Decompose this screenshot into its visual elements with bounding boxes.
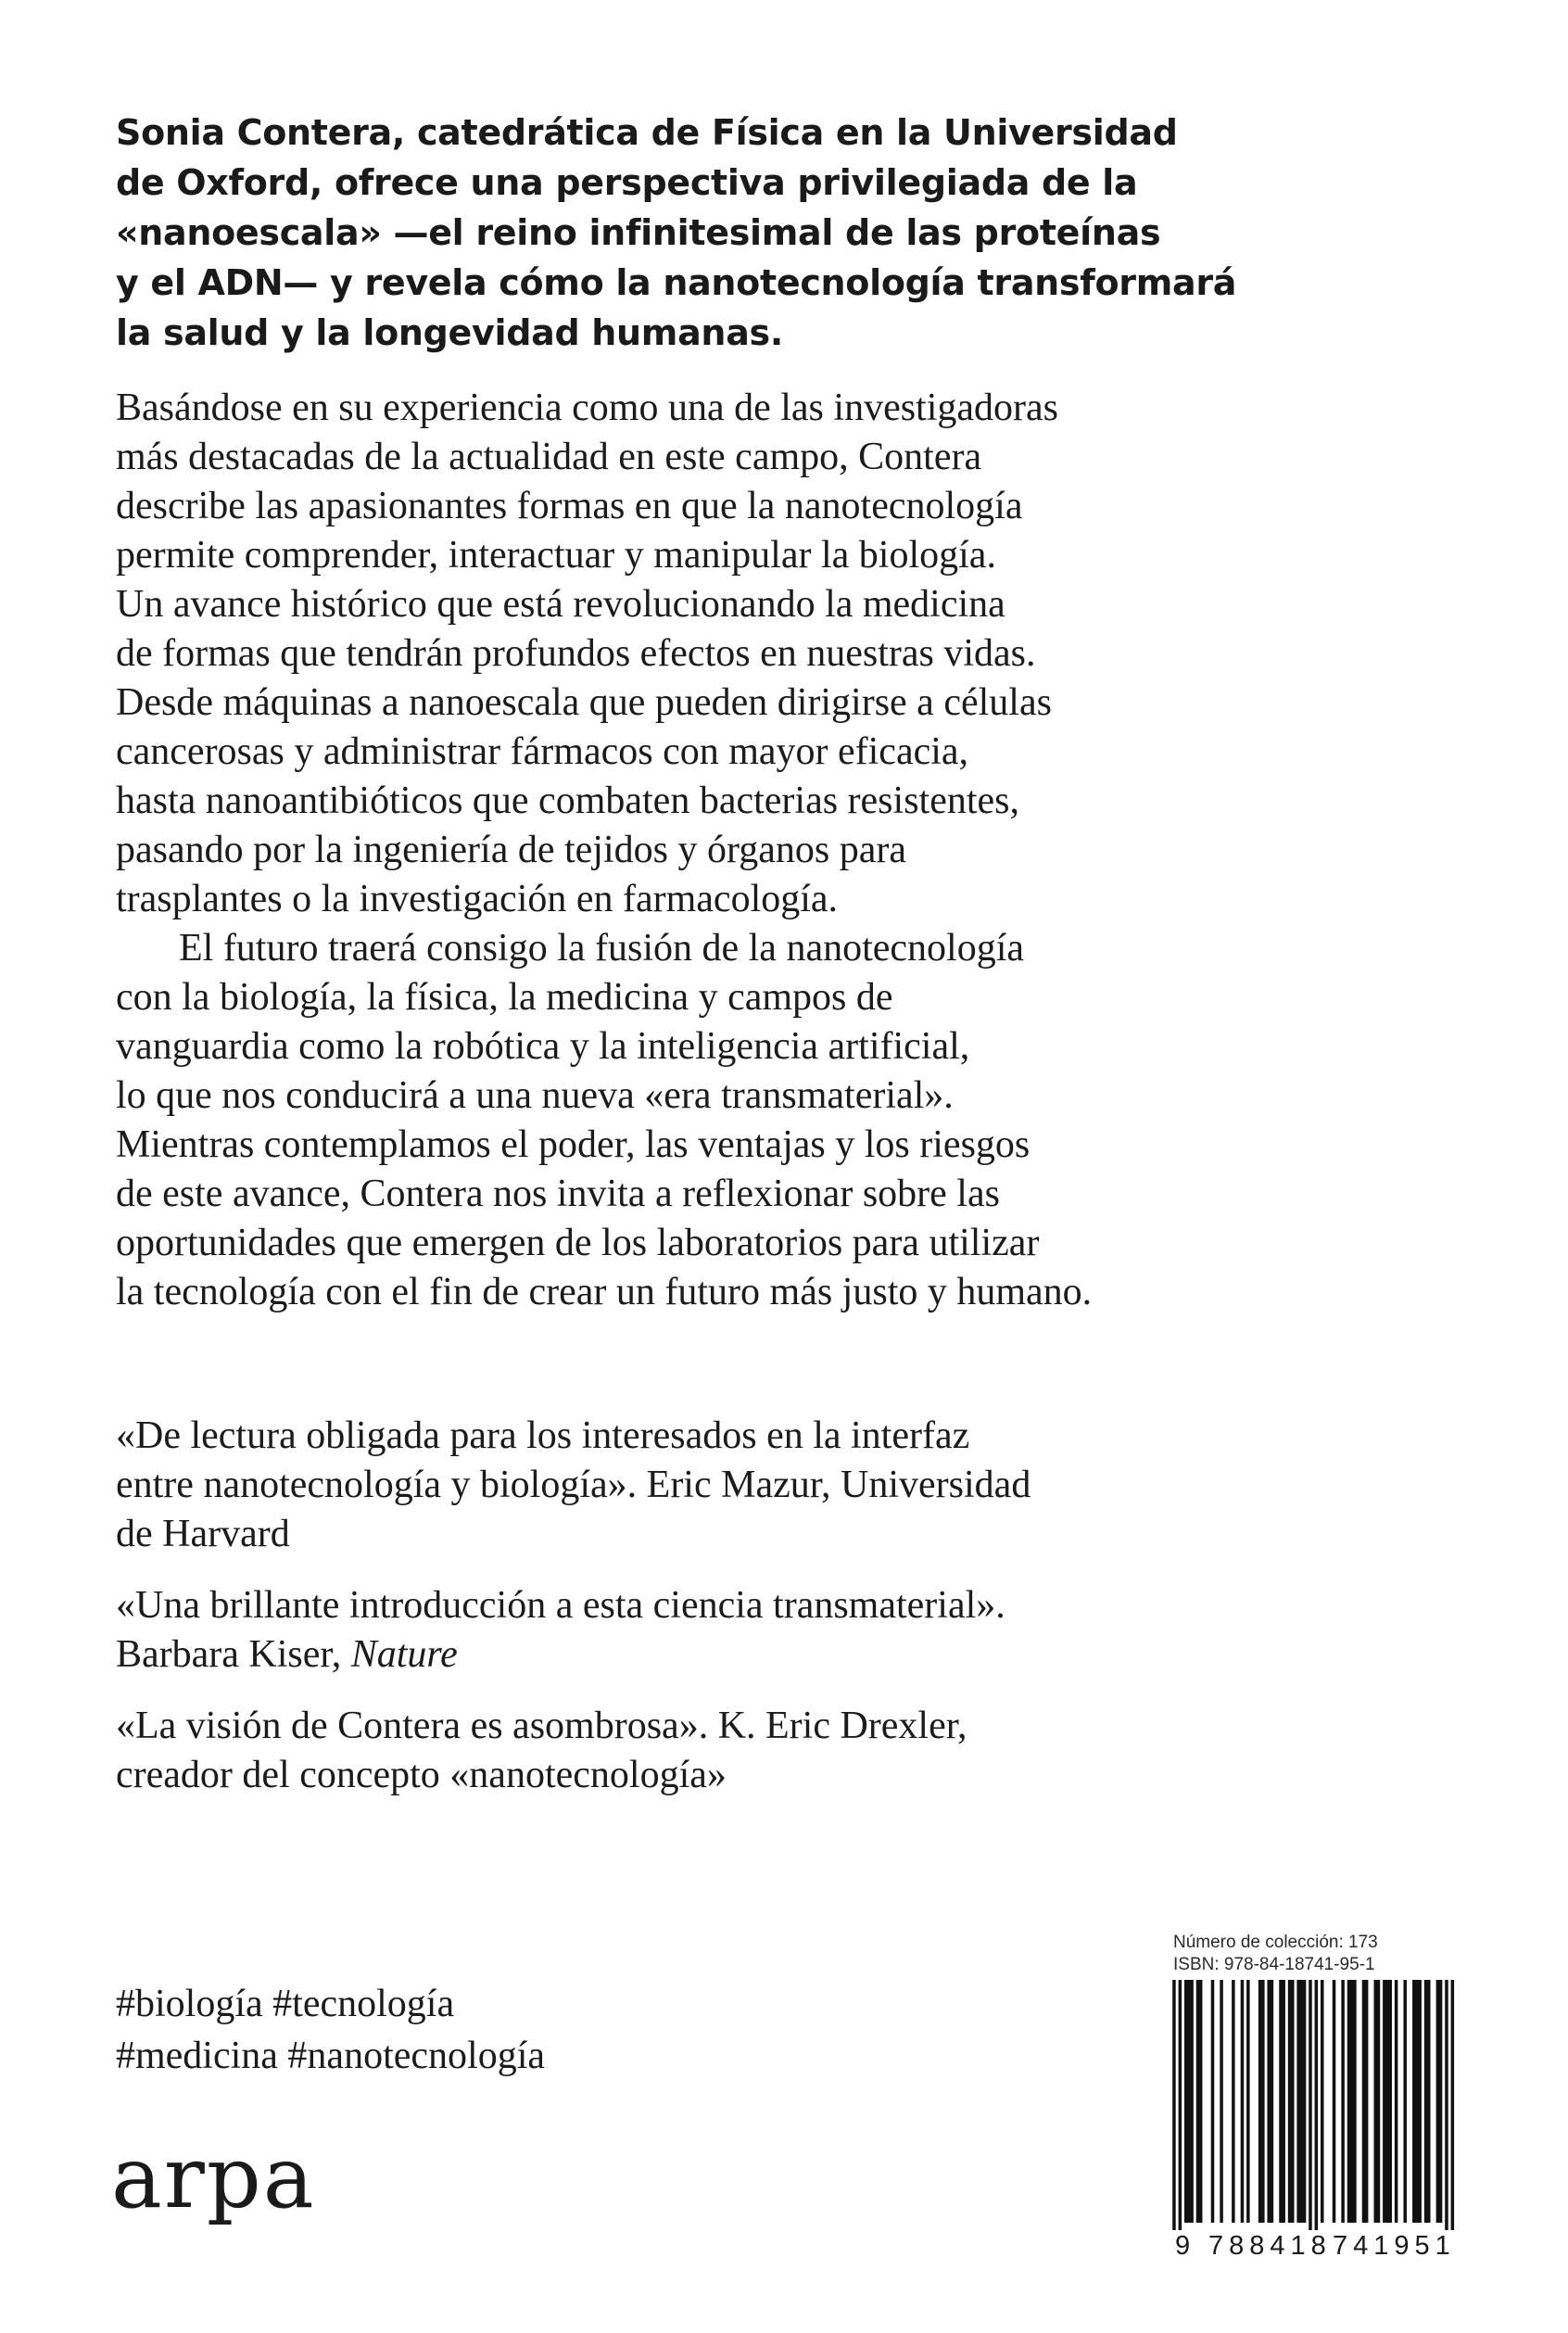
barcode-bar xyxy=(1353,1980,1357,2223)
barcode-bar xyxy=(1333,1980,1336,2223)
description-paragraph-2 xyxy=(116,924,1321,1317)
barcode-bar xyxy=(1220,1980,1223,2223)
text-line: pasando por la ingeniería de tejidos y órganos para xyxy=(116,829,906,871)
barcode-bar xyxy=(1383,1980,1386,2223)
lead-line: «nanoescala» —el reino infinitesimal de las proteínas xyxy=(116,212,1161,253)
review-quote-kiser xyxy=(116,1581,1321,1680)
barcode-bar xyxy=(1261,1980,1265,2223)
description-text xyxy=(116,384,1321,1317)
barcode-bars xyxy=(1170,1980,1457,2230)
barcode-bar xyxy=(1445,1980,1448,2230)
isbn-label: ISBN: 978-84-18741-95-1 xyxy=(1173,1955,1375,1974)
hashtag-line: #medicina #nanotecnología xyxy=(116,2035,546,2077)
lead-line: de Oxford, ofrece una perspectiva privilegiada de la xyxy=(116,162,1138,203)
barcode-bar xyxy=(1303,1980,1307,2223)
barcode-bar xyxy=(1291,1980,1295,2223)
barcode-bar xyxy=(1436,1980,1440,2223)
barcode-bar xyxy=(1211,1980,1215,2223)
review-quotes xyxy=(116,1412,1321,1822)
text-line: hasta nanoantibióticos que combaten bacterias resistentes, xyxy=(116,780,1020,822)
text-line: más destacadas de la actualidad en este campo, Contera xyxy=(116,436,982,478)
barcode-bar xyxy=(1415,1980,1419,2223)
lead-paragraph xyxy=(116,108,1237,358)
barcode-bar xyxy=(1374,1980,1378,2223)
barcode-bar xyxy=(1279,1980,1283,2223)
barcode-bar xyxy=(1271,1980,1274,2223)
barcode-bar xyxy=(1385,1980,1389,2223)
barcode-bar xyxy=(1451,1980,1455,2230)
quote-attribution xyxy=(116,1630,1321,1680)
hashtags xyxy=(116,1978,545,2082)
barcode-bar xyxy=(1246,1980,1250,2223)
barcode-bar xyxy=(1179,1980,1182,2230)
quote-line: de Harvard xyxy=(116,1513,290,1555)
barcode-bar xyxy=(1267,1980,1271,2223)
barcode-bar xyxy=(1377,1980,1381,2223)
barcode-bar xyxy=(1232,1980,1235,2223)
barcode-bar xyxy=(1341,1980,1345,2223)
text-line: El futuro traerá consigo la fusión de la nanotecnología xyxy=(179,927,1025,970)
text-line: Basándose en su experiencia como una de las investigadoras xyxy=(116,387,1059,429)
barcode-bar xyxy=(1258,1980,1262,2223)
barcode-bar xyxy=(1403,1980,1407,2223)
barcode-bar xyxy=(1187,1980,1191,2223)
lead-line: Sonia Contera, catedrática de Física en la Universidad xyxy=(116,112,1178,153)
barcode-bar xyxy=(1190,1980,1194,2223)
text-line: permite comprender, interactuar y manipular la biología. xyxy=(116,534,996,577)
barcode-bar xyxy=(1321,1980,1324,2223)
barcode-bar xyxy=(1395,1980,1398,2223)
quote-line: «De lectura obligada para los interesados en la interfaz xyxy=(116,1414,970,1457)
review-quote-mazur xyxy=(116,1412,1321,1559)
barcode-bar xyxy=(1241,1980,1245,2223)
barcode-bar xyxy=(1439,1980,1443,2223)
text-line: Un avance histórico que está revolucionando la medicina xyxy=(116,583,1005,626)
description-paragraph-1 xyxy=(116,384,1321,924)
quote-line: «La visión de Contera es asombrosa». K. Eric Drexler, xyxy=(116,1705,967,1747)
barcode-bar xyxy=(1288,1980,1292,2223)
barcode-bar xyxy=(1424,1980,1428,2223)
barcode-bar xyxy=(1427,1980,1431,2223)
lead-line: y el ADN— y revela cómo la nanotecnología transformará xyxy=(116,262,1237,303)
barcode-digits-right: 741951 xyxy=(1333,2231,1456,2261)
barcode-bar xyxy=(1347,1980,1351,2223)
barcode-bar xyxy=(1184,1980,1188,2223)
text-line: trasplantes o la investigación en farmacología. xyxy=(116,878,839,920)
quote-author: Barbara Kiser, xyxy=(116,1633,351,1676)
quote-line: creador del concepto «nanotecnología» xyxy=(116,1754,727,1796)
publisher-logo: arpa xyxy=(111,2128,316,2227)
barcode-bar xyxy=(1296,1980,1300,2223)
barcode-bar xyxy=(1350,1980,1354,2223)
lead-line: la salud y la longevidad humanas. xyxy=(116,312,783,353)
barcode-digits-left: 788418 xyxy=(1208,2231,1332,2261)
collection-number: Número de colección: 173 xyxy=(1173,1933,1378,1952)
text-line: de este avance, Contera nos invita a reflexionar sobre las xyxy=(116,1173,1000,1215)
text-line: Desde máquinas a nanoescala que pueden dirigirse a células xyxy=(116,681,1052,724)
text-line: con la biología, la física, la medicina y campos de xyxy=(116,976,893,1019)
text-line: lo que nos conducirá a una nueva «era transmaterial». xyxy=(116,1074,954,1117)
barcode-bar xyxy=(1315,1980,1319,2230)
barcode-bar xyxy=(1365,1980,1369,2223)
barcode-bar xyxy=(1300,1980,1304,2223)
barcode-bar xyxy=(1199,1980,1203,2223)
review-quote-drexler xyxy=(116,1702,1321,1800)
barcode-bar xyxy=(1412,1980,1416,2223)
barcode-bar xyxy=(1309,1980,1312,2230)
text-line: vanguardia como la robótica y la inteligencia artificial, xyxy=(116,1025,970,1068)
hashtag-line: #biología #tecnología xyxy=(116,1983,455,2025)
barcode-bar xyxy=(1388,1980,1392,2223)
text-line: oportunidades que emergen de los laboratorios para utilizar xyxy=(116,1222,1040,1264)
text-line: Mientras contemplamos el poder, las ventajas y los riesgos xyxy=(116,1123,1031,1166)
barcode-block xyxy=(1170,1926,1457,2273)
barcode-bar xyxy=(1418,1980,1422,2223)
text-line: describe las apasionantes formas en que la nanotecnología xyxy=(116,485,1023,527)
quote-line: entre nanotecnología y biología». Eric Mazur, Universidad xyxy=(116,1464,1031,1506)
barcode-bar xyxy=(1196,1980,1200,2223)
quote-line: «Una brillante introducción a esta ciencia transmaterial». xyxy=(116,1584,1005,1627)
text-line: de formas que tendrán profundos efectos en nuestras vidas. xyxy=(116,632,1036,675)
text-line: cancerosas y administrar fármacos con mayor eficacia, xyxy=(116,730,969,773)
barcode-bar xyxy=(1172,1980,1176,2230)
barcode-digit-first: 9 xyxy=(1175,2231,1191,2261)
quote-source: Nature xyxy=(350,1633,458,1676)
barcode-meta xyxy=(1173,1932,1378,1976)
barcode-bar xyxy=(1282,1980,1285,2223)
text-line: la tecnología con el fin de crear un futuro más justo y humano. xyxy=(116,1271,1093,1313)
barcode-bar xyxy=(1362,1980,1366,2223)
